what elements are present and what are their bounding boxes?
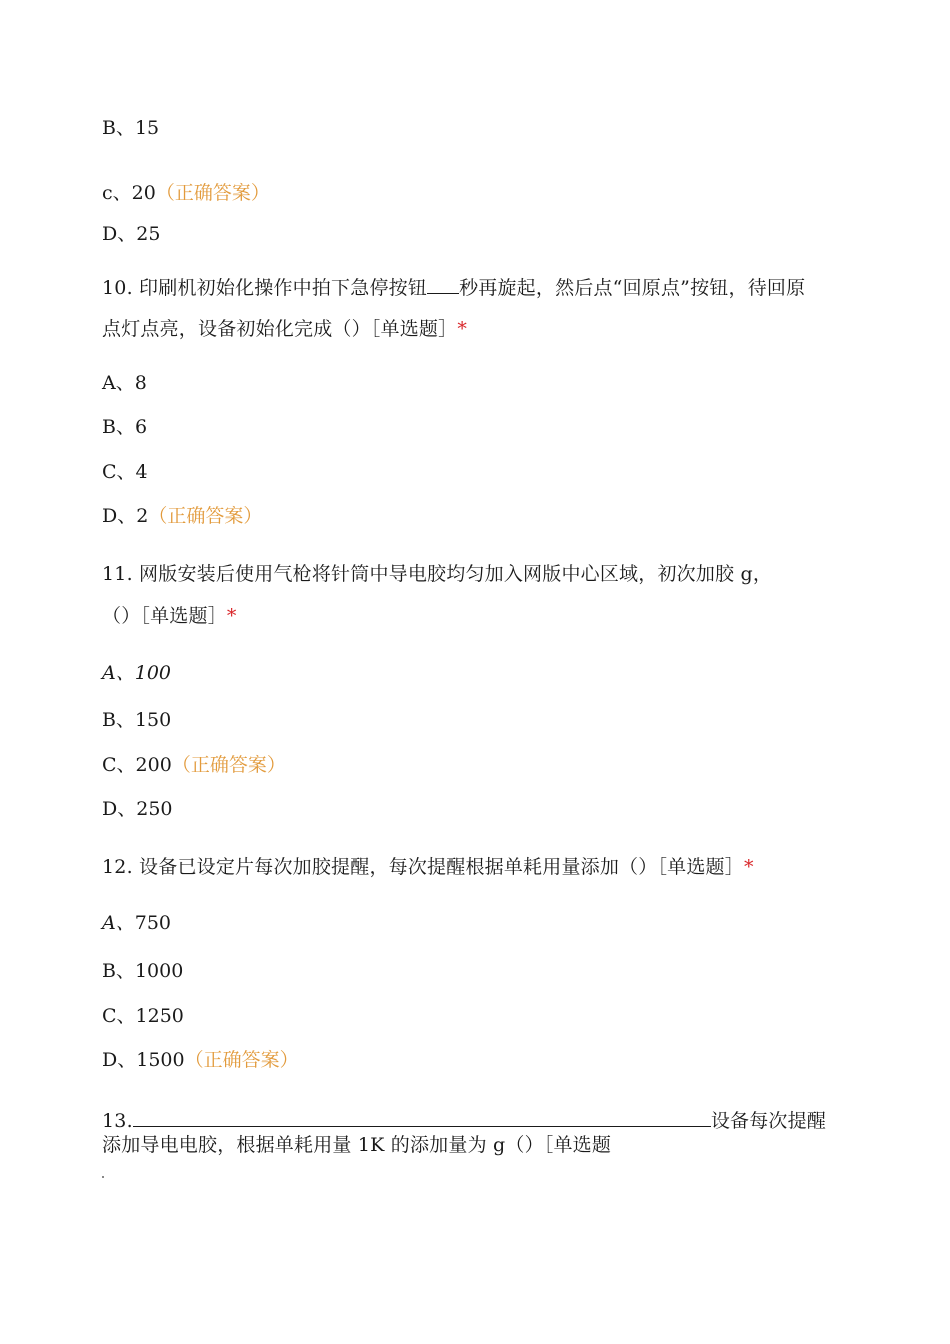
question-13-line-1 xyxy=(102,1108,826,1133)
option-b xyxy=(102,116,159,140)
question-text: 13. xyxy=(102,1110,133,1132)
option-label: D、 xyxy=(102,798,137,820)
question-13-line-2 xyxy=(102,1133,611,1157)
option-value: 250 xyxy=(136,798,173,820)
option-label: A、 xyxy=(102,912,135,934)
question-10-line-2 xyxy=(102,317,467,341)
required-marker: * xyxy=(226,605,237,627)
q11-option-a xyxy=(102,661,171,685)
q10-option-d xyxy=(102,504,262,528)
option-label: c、 xyxy=(102,182,132,204)
q12-option-d xyxy=(102,1048,299,1072)
question-11-line-1 xyxy=(102,562,772,586)
question-text: 12. 设备已设定片每次加胶提醒，每次提醒根据单耗用量添加（）［单选题］ xyxy=(102,856,744,878)
option-c xyxy=(102,181,270,205)
question-text: 秒再旋起，然后点“回原点”按钮，待回原 xyxy=(459,277,806,299)
question-12-line-1 xyxy=(102,855,754,879)
option-value: 4 xyxy=(135,461,148,483)
question-text: （）［单选题］ xyxy=(102,605,227,627)
option-value: 8 xyxy=(134,372,147,394)
q11-option-b xyxy=(102,708,171,732)
option-label: C、 xyxy=(102,1005,136,1027)
option-label: D、 xyxy=(102,1049,137,1071)
option-label: B、 xyxy=(102,117,135,139)
option-label: C、 xyxy=(102,461,136,483)
correct-answer-marker: （正确答案） xyxy=(171,754,286,776)
fill-blank xyxy=(427,275,459,294)
option-label: D、 xyxy=(102,505,137,527)
q12-option-b xyxy=(102,959,183,983)
option-label: B、 xyxy=(102,416,135,438)
option-label: D、 xyxy=(102,223,137,245)
option-value: 150 xyxy=(134,709,172,731)
option-label: A、 xyxy=(102,372,135,394)
option-value: 2 xyxy=(136,505,149,527)
question-text: 10. 印刷机初始化操作中拍下急停按钮 xyxy=(102,277,428,299)
option-value: 750 xyxy=(134,912,171,934)
question-text: 设备每次提醒 xyxy=(710,1110,827,1132)
option-label: B、 xyxy=(102,709,135,731)
question-11-line-2 xyxy=(102,604,237,628)
q12-option-c xyxy=(102,1004,184,1028)
required-marker: * xyxy=(457,318,468,340)
option-value: 25 xyxy=(136,223,161,245)
question-text: 点灯点亮，设备初始化完成（）［单选题］ xyxy=(102,318,458,340)
correct-answer-marker: （正确答案） xyxy=(184,1049,299,1071)
page-speck xyxy=(102,1176,104,1178)
fill-blank xyxy=(133,1108,711,1127)
option-value: 1000 xyxy=(134,960,184,982)
q10-option-b xyxy=(102,415,147,439)
option-value: 1250 xyxy=(135,1005,184,1027)
q11-option-c xyxy=(102,753,286,777)
option-label: B、 xyxy=(102,960,135,982)
option-value: 1500 xyxy=(136,1049,185,1071)
q10-option-a xyxy=(102,371,147,395)
option-value: 100 xyxy=(134,662,171,684)
option-label: A、 xyxy=(102,662,135,684)
option-value: 200 xyxy=(135,754,172,776)
question-text: 11. 网版安装后使用气枪将针筒中导电胶均匀加入网版中心区域，初次加胶 g， xyxy=(102,563,773,585)
correct-answer-marker: （正确答案） xyxy=(155,182,270,204)
option-value: 20 xyxy=(131,182,156,204)
option-label: C、 xyxy=(102,754,136,776)
q10-option-c xyxy=(102,460,148,484)
option-d xyxy=(102,222,160,246)
correct-answer-marker: （正确答案） xyxy=(148,505,263,527)
question-text: 添加导电电胶，根据单耗用量 1K 的添加量为 g（）［单选题 xyxy=(102,1134,612,1156)
q11-option-d xyxy=(102,797,173,821)
option-value: 6 xyxy=(134,416,148,438)
q12-option-a xyxy=(102,911,171,935)
required-marker: * xyxy=(743,856,754,878)
question-10-line-1 xyxy=(102,275,805,300)
option-value: 15 xyxy=(134,117,160,139)
